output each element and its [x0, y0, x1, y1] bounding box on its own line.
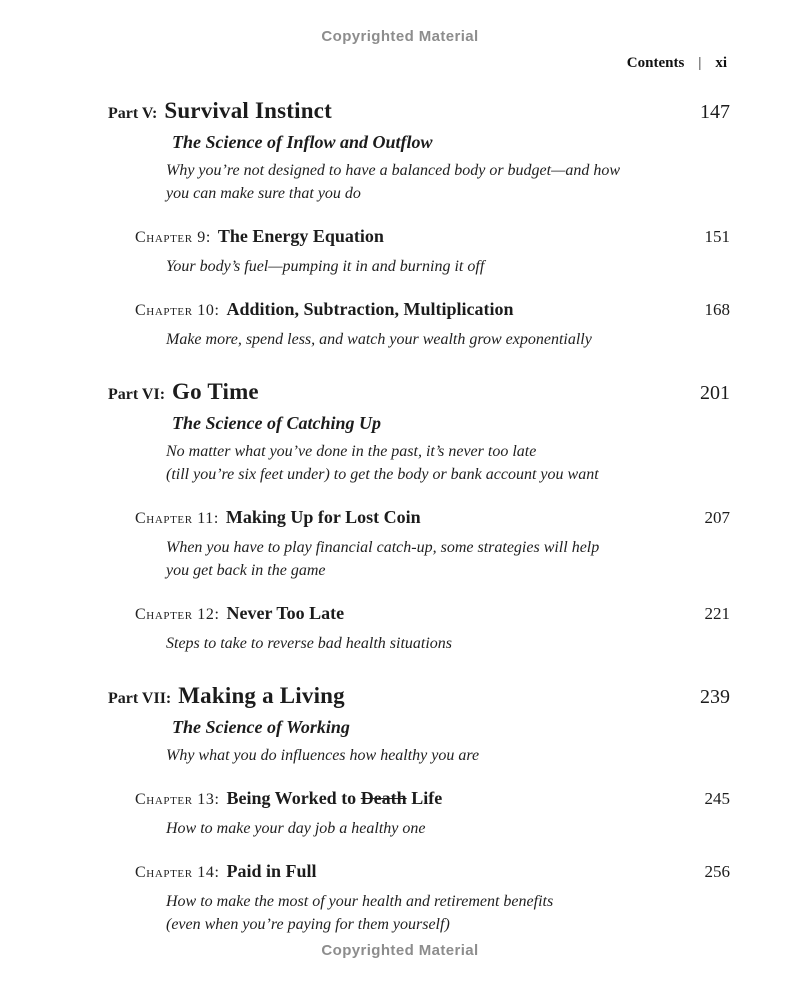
entry-page-number: 207	[704, 508, 730, 527]
entry-page-number: 201	[700, 382, 730, 404]
toc-entry-row	[108, 96, 730, 129]
toc-chapter-entry	[108, 223, 730, 278]
entry-title: Paid in Full	[226, 861, 317, 881]
entry-title: Go Time	[172, 379, 259, 404]
entry-label: Chapter 9:	[135, 229, 211, 246]
entry-description-line: (till you’re six feet under) to get the body or bank account you want	[166, 466, 599, 483]
toc-part-entry	[108, 681, 730, 767]
entry-description-line: Why you’re not designed to have a balanced body or budget—and how	[166, 162, 620, 179]
entry-label: Chapter 11:	[135, 510, 219, 527]
entry-title: Survival Instinct	[164, 98, 332, 123]
toc-part-entry	[108, 377, 730, 486]
entry-description-line: How to make the most of your health and retirement benefits	[166, 893, 554, 910]
entry-page-number: 239	[700, 686, 730, 708]
entry-title	[227, 788, 443, 808]
entry-description	[108, 817, 730, 840]
entry-page-number: 168	[704, 300, 730, 319]
toc-chapter-entry	[108, 296, 730, 351]
running-header-section: Contents	[626, 55, 685, 71]
entry-label: Part V:	[108, 105, 158, 122]
entry-description	[108, 632, 730, 655]
running-header-separator: |	[698, 55, 702, 71]
entry-label: Chapter 14:	[135, 864, 220, 881]
toc-chapter-entry	[108, 504, 730, 582]
entry-description-line: you can make sure that you do	[166, 185, 361, 202]
toc-list	[108, 96, 730, 936]
entry-title-segment: Life	[406, 788, 443, 808]
toc-entry-heading	[108, 96, 700, 129]
toc-chapter-entry	[108, 858, 730, 936]
entry-title-segment: Being Worked to	[226, 788, 361, 808]
entry-description	[108, 744, 730, 767]
entry-subtitle: The Science of Inflow and Outflow	[172, 132, 433, 152]
entry-label: Chapter 10:	[135, 302, 220, 319]
entry-label: Chapter 12:	[135, 606, 220, 623]
entry-label: Part VI:	[108, 386, 166, 403]
entry-description-line: (even when you’re paying for them yourself)	[166, 916, 450, 933]
entry-title: Never Too Late	[226, 603, 345, 623]
entry-description	[108, 159, 730, 205]
toc-entry-row	[108, 785, 730, 813]
entry-page-number: 221	[704, 604, 730, 623]
entry-description	[108, 328, 730, 351]
entry-title: The Energy Equation	[217, 226, 384, 246]
toc-entry-row	[108, 504, 730, 532]
toc-entry-row	[108, 600, 730, 628]
watermark-top: Copyrighted Material	[321, 28, 479, 45]
entry-description	[108, 890, 730, 936]
entry-description	[108, 255, 730, 278]
entry-title-strikethrough: Death	[360, 788, 407, 808]
entry-description-line: No matter what you’ve done in the past, it’s never too late	[166, 443, 537, 460]
entry-page-number: 151	[704, 227, 730, 246]
toc-chapter-entry	[108, 785, 730, 840]
toc-part-entry	[108, 96, 730, 205]
toc-entry-row	[108, 858, 730, 886]
entry-page-number: 147	[700, 101, 730, 123]
entry-label: Part VII:	[108, 690, 172, 707]
entry-title: Making a Living	[178, 683, 345, 708]
entry-description-line: When you have to play financial catch-up, some strategies will help	[166, 539, 600, 556]
entry-page-number: 245	[704, 789, 730, 808]
toc-entry-row	[108, 681, 730, 714]
entry-subtitle: The Science of Working	[172, 717, 350, 737]
watermark-bottom: Copyrighted Material	[321, 942, 479, 959]
running-header-page-number: xi	[715, 55, 727, 71]
toc-entry-heading	[135, 296, 705, 324]
entry-description-line: How to make your day job a healthy one	[166, 820, 426, 837]
toc-entry-row	[108, 223, 730, 251]
entry-description-line: Make more, spend less, and watch your wealth grow exponentially	[166, 331, 592, 348]
running-header	[0, 55, 727, 72]
entry-description	[108, 536, 730, 582]
entry-title: Addition, Subtraction, Multiplication	[226, 299, 514, 319]
entry-description-line: Steps to take to reverse bad health situations	[166, 635, 453, 652]
toc-chapter-entry	[108, 600, 730, 655]
toc-entry-heading	[108, 377, 700, 410]
toc-entry-heading	[135, 223, 705, 251]
toc-entry-heading	[135, 600, 705, 628]
entry-subtitle: The Science of Catching Up	[172, 413, 381, 433]
entry-description	[108, 440, 730, 486]
toc-entry-row	[108, 296, 730, 324]
toc-entry-heading	[108, 681, 700, 714]
toc-entry-heading	[135, 785, 705, 813]
entry-description-line: Your body’s fuel—pumping it in and burning it off	[166, 258, 485, 275]
entry-label: Chapter 13:	[135, 791, 220, 808]
toc-entry-heading	[135, 504, 705, 532]
entry-page-number: 256	[704, 862, 730, 881]
entry-title: Making Up for Lost Coin	[225, 507, 421, 527]
toc-entry-heading	[135, 858, 705, 886]
toc-entry-row	[108, 377, 730, 410]
entry-description-line: Why what you do influences how healthy you are	[166, 747, 480, 764]
entry-description-line: you get back in the game	[166, 562, 326, 579]
